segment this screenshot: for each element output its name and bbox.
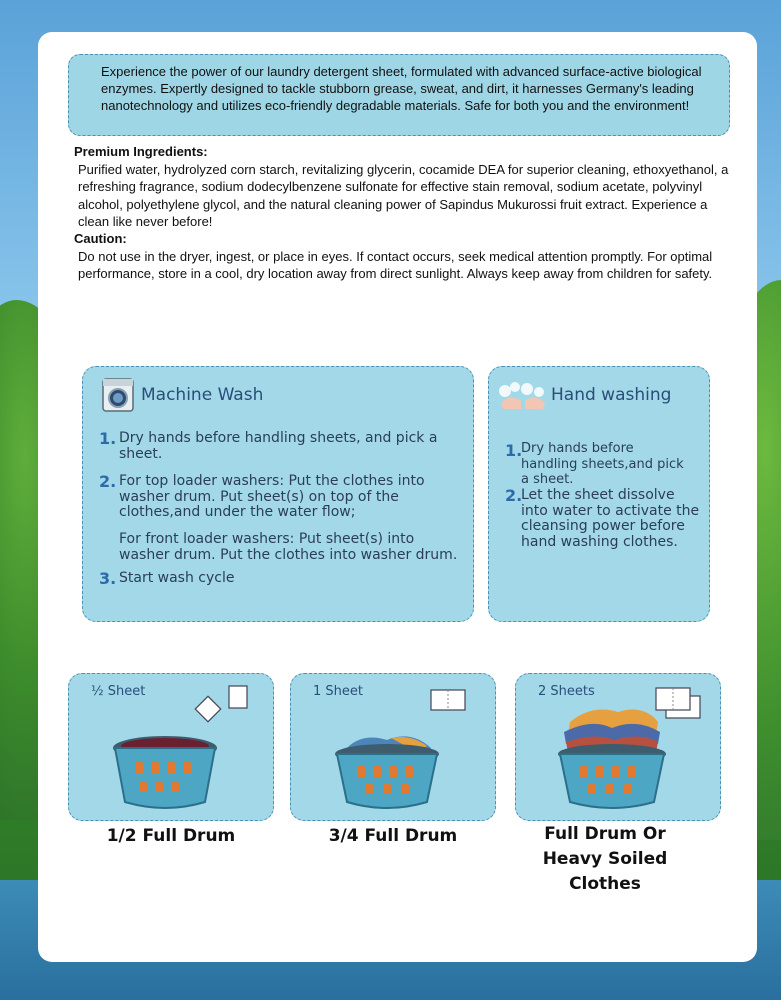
dosage-caption: 3/4 Full Drum <box>328 826 458 846</box>
laundry-basket-icon <box>109 730 221 814</box>
ingredients-text: Purified water, hydrolyzed corn starch, revitalizing glycerin, cocamide DEA for superior cleaning, ethoxyethanol, a refreshing fragrance, sodium dodecylbenzene sulfonate for effective stain removal, sodium acetate, polyvinyl alcohol, polyethylene glycol, and the natural cleaning power of Sapindus Mukurossi fruit extract. Experience a clean like never before! <box>78 161 729 229</box>
dosage-label: 1 Sheet <box>313 684 363 699</box>
machine-step2-number: 2. <box>99 472 117 491</box>
laundry-basket-icon <box>552 704 672 816</box>
machine-step3: Start wash cycle <box>119 570 235 586</box>
hand-step1-number: 1. <box>505 441 523 460</box>
dosage-caption: 1/2 Full Drum <box>106 826 236 846</box>
hands-bubbles-icon <box>495 379 551 413</box>
machine-step1-number: 1. <box>99 429 117 448</box>
hand-step2: Let the sheet dissolve into water to activate the cleansing power before hand washing clothes. <box>521 487 700 550</box>
hand-step1: Dry hands before handling sheets,and pick a sheet. <box>521 441 684 487</box>
dosage-caption: Full Drum Or Heavy Soiled Clothes <box>542 824 668 894</box>
one-sheet-icon <box>429 688 469 714</box>
machine-step1: Dry hands before handling sheets, and pick a sheet. <box>119 430 438 462</box>
dosage-label: ½ Sheet <box>91 684 146 699</box>
machine-step2b: For front loader washers: Put sheet(s) into washer drum. Put the clothes into washer drum. <box>119 531 458 563</box>
machine-wash-title: Machine Wash <box>141 385 264 405</box>
machine-step2: For top loader washers: Put the clothes into washer drum. Put sheet(s) on top of the clothes,and under the water flow; <box>119 473 425 520</box>
ingredients-heading: Premium Ingredients: <box>74 144 208 159</box>
hand-washing-card <box>488 366 710 622</box>
caution-text: Do not use in the dryer, ingest, or place in eyes. If contact occurs, seek medical attention promptly. For optimal performance, store in a cool, dry location away from direct sunlight. Always keep away from children for safety. <box>78 248 713 281</box>
hand-washing-title: Hand washing <box>551 385 672 405</box>
hand-step2-number: 2. <box>505 486 523 505</box>
intro-box <box>68 54 730 136</box>
intro-text: Experience the power of our laundry detergent sheet, formulated with advanced surface-active biological enzymes. Expertly designed to tackle stubborn grease, sweat, and dirt, it harnesses Germany's leading nanotechnology and utilizes eco-friendly degradable materials. Safe for both you and the environment! <box>101 64 702 113</box>
washing-machine-icon <box>101 377 135 413</box>
machine-wash-card <box>82 366 474 622</box>
dosage-card-half <box>68 673 274 821</box>
caution-heading: Caution: <box>74 231 127 246</box>
dosage-label: 2 Sheets <box>538 684 595 699</box>
dosage-card-two <box>515 673 721 821</box>
caution-section <box>74 230 714 283</box>
instruction-sheet <box>38 32 757 962</box>
half-sheet-icon <box>191 684 251 724</box>
laundry-basket-icon <box>331 728 443 814</box>
machine-step3-number: 3. <box>99 569 117 588</box>
ingredients-section <box>74 143 734 231</box>
dosage-card-one <box>290 673 496 821</box>
